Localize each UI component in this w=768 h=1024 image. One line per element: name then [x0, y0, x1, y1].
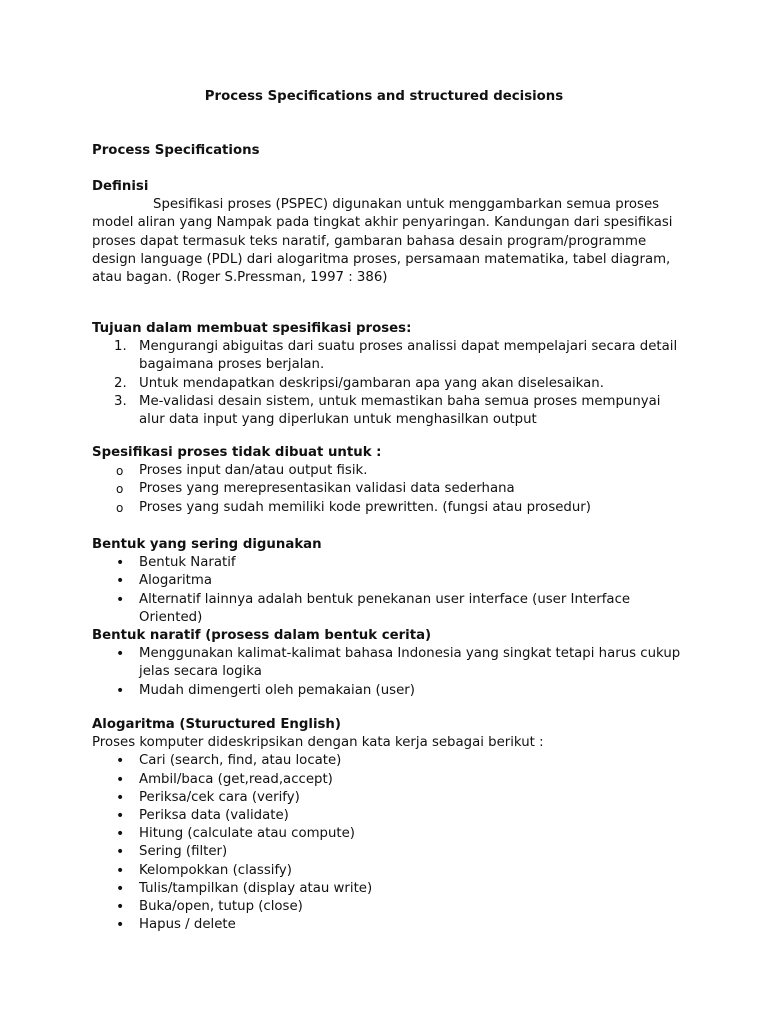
list-item: [92, 480, 682, 498]
list-item: [92, 338, 682, 374]
list-item: [92, 462, 682, 480]
definition-paragraph: Spesifikasi proses (PSPEC) digunakan untuk menggambarkan semua proses model aliran yang Nampak pada tingkat akhir penyaringan. Kandungan dari spesifikasi proses dapat termasuk teks naratif, gambaran bahasa desain program/programme design language (PDL) dari alogaritma proses, persamaan matematika, tabel diagram, atau bagan. (Roger S.Pressman, 1997 : 386): [92, 197, 673, 286]
list-item: [92, 572, 682, 590]
bullet-icon: •: [116, 826, 125, 843]
section-heading: Process Specifications: [92, 143, 260, 158]
bullet-icon: •: [116, 899, 125, 916]
list-item: [92, 825, 682, 843]
list-item-text: Proses input dan/atau output fisik.: [139, 463, 368, 479]
bullet-icon: •: [116, 771, 125, 788]
list-item: [92, 771, 682, 789]
list-item: [92, 645, 682, 681]
list-item: [92, 843, 682, 861]
list-item-text: Hapus / delete: [139, 917, 236, 933]
bullet-icon: •: [116, 753, 125, 770]
naratif-list: [92, 645, 682, 700]
bullet-icon: •: [116, 646, 125, 663]
list-item: [92, 499, 682, 517]
circle-bullet-icon: o: [116, 500, 124, 515]
list-item: [92, 375, 682, 393]
bentuk-section: [92, 536, 682, 627]
list-item-text: Proses yang merepresentasikan validasi data sederhana: [139, 481, 515, 497]
tujuan-heading: Tujuan dalam membuat spesifikasi proses:: [92, 321, 412, 336]
list-item-text: Untuk mendapatkan deskripsi/gambaran apa yang akan diselesaikan.: [139, 375, 604, 391]
definition-heading: Definisi: [92, 179, 149, 194]
list-number: 2.: [114, 375, 127, 391]
tidak-dibuat-heading: Spesifikasi proses tidak dibuat untuk :: [92, 445, 382, 460]
bullet-icon: •: [116, 862, 125, 879]
bullet-icon: •: [116, 573, 125, 590]
circle-bullet-icon: o: [116, 482, 124, 497]
list-item-text: Kelompokkan (classify): [139, 862, 292, 878]
list-item: [92, 554, 682, 572]
bullet-icon: •: [116, 591, 125, 608]
list-item: [92, 862, 682, 880]
alogaritma-heading: Alogaritma (Stuructured English): [92, 717, 341, 732]
list-number: 3.: [114, 393, 127, 409]
bullet-icon: •: [116, 808, 125, 825]
list-number: 1.: [114, 339, 127, 355]
list-item-text: Ambil/baca (get,read,accept): [139, 771, 333, 787]
alogaritma-intro: Proses komputer dideskripsikan dengan kata kerja sebagai berikut :: [92, 735, 544, 751]
bullet-icon: •: [116, 880, 125, 897]
list-item-text: Bentuk Naratif: [139, 555, 236, 571]
list-item: [92, 789, 682, 807]
naratif-heading: Bentuk naratif (prosess dalam bentuk cerita): [92, 628, 432, 643]
naratif-section: [92, 627, 682, 700]
definition-section: [92, 178, 682, 287]
bullet-icon: •: [116, 682, 125, 699]
list-item-text: Alternatif lainnya adalah bentuk penekanan user interface (user Interface Oriented): [139, 591, 631, 625]
list-item: [92, 898, 682, 916]
list-item-text: Sering (filter): [139, 844, 228, 860]
tujuan-section: [92, 320, 682, 429]
list-item-text: Proses yang sudah memiliki kode prewritten. (fungsi atau prosedur): [139, 499, 591, 515]
alogaritma-list: [92, 752, 682, 934]
list-item: [92, 752, 682, 770]
list-item: [92, 807, 682, 825]
document-title: Process Specifications and structured decisions: [204, 89, 564, 104]
list-item-text: Mudah dimengerti oleh pemakaian (user): [139, 682, 415, 698]
list-item: [92, 916, 682, 934]
bentuk-heading: Bentuk yang sering digunakan: [92, 537, 322, 552]
list-item-text: Buka/open, tutup (close): [139, 899, 303, 915]
list-item-text: Periksa/cek cara (verify): [139, 789, 300, 805]
list-item-text: Periksa data (validate): [139, 808, 289, 824]
section-process-specifications: [92, 142, 682, 160]
list-item-text: Cari (search, find, atau locate): [139, 753, 342, 769]
list-item: [92, 393, 682, 429]
list-item-text: Hitung (calculate atau compute): [139, 826, 355, 842]
tujuan-list: [92, 338, 682, 429]
bullet-icon: •: [116, 555, 125, 572]
circle-bullet-icon: o: [116, 464, 124, 479]
list-item-text: Alogaritma: [139, 573, 212, 589]
tidak-dibuat-section: [92, 444, 682, 517]
list-item: [92, 682, 682, 700]
tidak-dibuat-list: [92, 462, 682, 517]
list-item: [92, 591, 682, 627]
list-item-text: Tulis/tampilkan (display atau write): [139, 880, 373, 896]
bullet-icon: •: [116, 789, 125, 806]
alogaritma-section: [92, 716, 682, 934]
bullet-icon: •: [116, 844, 125, 861]
list-item-text: Mengurangi abiguitas dari suatu proses analissi dapat mempelajari secara detail bagaimana proses berjalan.: [139, 339, 678, 373]
bullet-icon: •: [116, 917, 125, 934]
bentuk-list: [92, 554, 682, 627]
list-item: [92, 880, 682, 898]
list-item-text: Me-validasi desain sistem, untuk memastikan baha semua proses mempunyai alur data input yang diperlukan untuk menghasilkan output: [139, 393, 661, 428]
list-item-text: Menggunakan kalimat-kalimat bahasa Indonesia yang singkat tetapi harus cukup jelas secara logika: [139, 646, 681, 680]
